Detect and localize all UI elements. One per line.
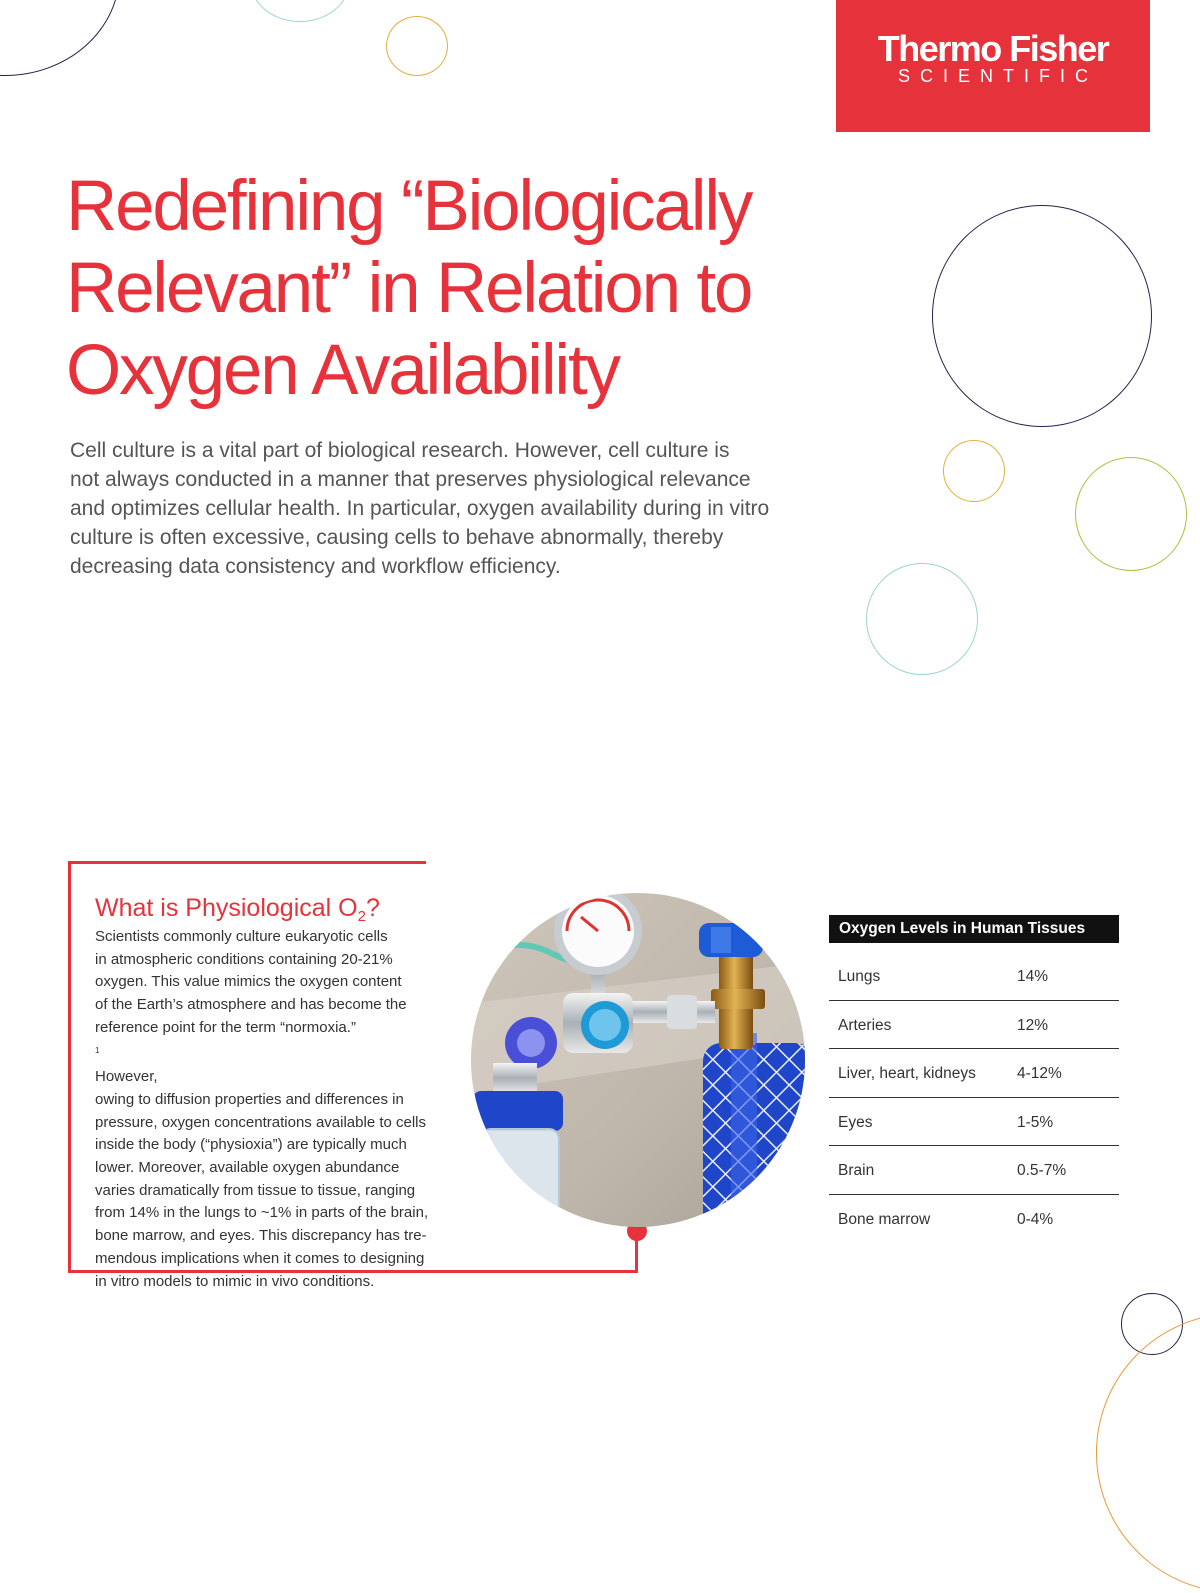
- body-line: in vitro models to mimic in vivo conditions.: [95, 1272, 375, 1290]
- decorative-circle-gold-top: [386, 16, 448, 76]
- intro-line: culture is often excessive, causing cells to behave abnormally, thereby: [70, 526, 724, 549]
- body-line: reference point for the term “normoxia.”: [95, 1018, 356, 1036]
- level-cell: 0.5-7%: [1017, 1162, 1067, 1180]
- decorative-circle-teal: [866, 563, 978, 675]
- body-line: owing to diffusion properties and differences in: [95, 1090, 404, 1108]
- decorative-circle-navy-large: [932, 205, 1152, 427]
- body-line: bone marrow, and eyes. This discrepancy has tre-: [95, 1227, 427, 1245]
- oxygen-cylinder-illustration: [471, 893, 805, 1227]
- level-cell: 0-4%: [1017, 1210, 1054, 1228]
- title-line: Relevant” in Relation to: [66, 249, 752, 328]
- oxygen-regulator-photo: [471, 893, 805, 1227]
- tissue-cell: Eyes: [838, 1113, 873, 1131]
- body-line: oxygen. This value mimics the oxygen content: [95, 973, 402, 991]
- tissue-cell: Arteries: [838, 1016, 892, 1034]
- logo-wordmark: Thermo Fisher: [877, 28, 1109, 69]
- body-line: in atmospheric conditions containing 20-21%: [95, 950, 393, 968]
- title-line: Redefining “Biologically: [66, 167, 752, 246]
- body-line: lower. Moreover, available oxygen abundance: [95, 1159, 400, 1177]
- table-row: [829, 1195, 1119, 1244]
- thermo-fisher-logo: [836, 0, 1150, 132]
- body-line: of the Earth’s atmosphere and has become the: [95, 996, 407, 1014]
- intro-line: not always conducted in a manner that preserves physiological relevance: [70, 468, 751, 491]
- body-line: varies dramatically from tissue to tissue, ranging: [95, 1181, 416, 1199]
- level-cell: 4-12%: [1017, 1065, 1062, 1083]
- footnote-marker: 1: [95, 1045, 100, 1055]
- body-line: inside the body (“physioxia”) are typically much: [95, 1136, 407, 1154]
- tissue-cell: Lungs: [838, 968, 881, 985]
- section-heading-text: What is Physiological O: [95, 894, 358, 922]
- body-line: from 14% in the lungs to ~1% in parts of the brain,: [95, 1204, 429, 1222]
- title-line: Oxygen Availability: [66, 331, 619, 410]
- oxygen-levels-table: [829, 952, 1119, 1244]
- table-row: [829, 1049, 1119, 1098]
- tissue-cell: Brain: [838, 1162, 875, 1180]
- table-row: [829, 1001, 1119, 1050]
- level-cell: 14%: [1017, 968, 1049, 985]
- intro-line: decreasing data consistency and workflow efficiency.: [70, 555, 561, 578]
- intro-paragraph: [70, 436, 790, 581]
- level-cell: 12%: [1017, 1016, 1049, 1034]
- decorative-circle-orange-bottom: [1096, 1313, 1200, 1593]
- page-title: [66, 166, 826, 412]
- decorative-circle-green: [1075, 457, 1187, 571]
- body-line: Scientists commonly culture eukaryotic cells: [95, 928, 388, 945]
- intro-line: and optimizes cellular health. In particular, oxygen availability during in vitro: [70, 497, 770, 520]
- info-box-top-rule: [68, 861, 426, 864]
- intro-line: Cell culture is a vital part of biological research. However, cell culture is: [70, 439, 730, 462]
- oxygen-table-title: Oxygen Levels in Human Tissues: [829, 915, 1119, 943]
- subscript-2: 2: [357, 908, 366, 925]
- logo-subtitle: SCIENTIFIC: [897, 66, 1098, 86]
- table-row: [829, 1098, 1119, 1147]
- table-row: [829, 1146, 1119, 1195]
- decorative-circle-gold-small: [943, 440, 1005, 502]
- body-line-tail: However,: [95, 1068, 158, 1086]
- decorative-circle-teal-top: [250, 0, 350, 22]
- body-line: mendous implications when it comes to designing: [95, 1249, 425, 1267]
- section-heading-mark: ?: [365, 894, 380, 922]
- body-line: pressure, oxygen concentrations available to cells: [95, 1113, 427, 1131]
- body-line-with-footnote: [95, 1017, 455, 1089]
- tissue-cell: Liver, heart, kidneys: [838, 1065, 976, 1083]
- table-row: [829, 952, 1119, 1001]
- decorative-circle-navy-topleft: [0, 0, 120, 76]
- section-body: [95, 926, 455, 1293]
- level-cell: 1-5%: [1017, 1113, 1054, 1131]
- tissue-cell: Bone marrow: [838, 1210, 931, 1228]
